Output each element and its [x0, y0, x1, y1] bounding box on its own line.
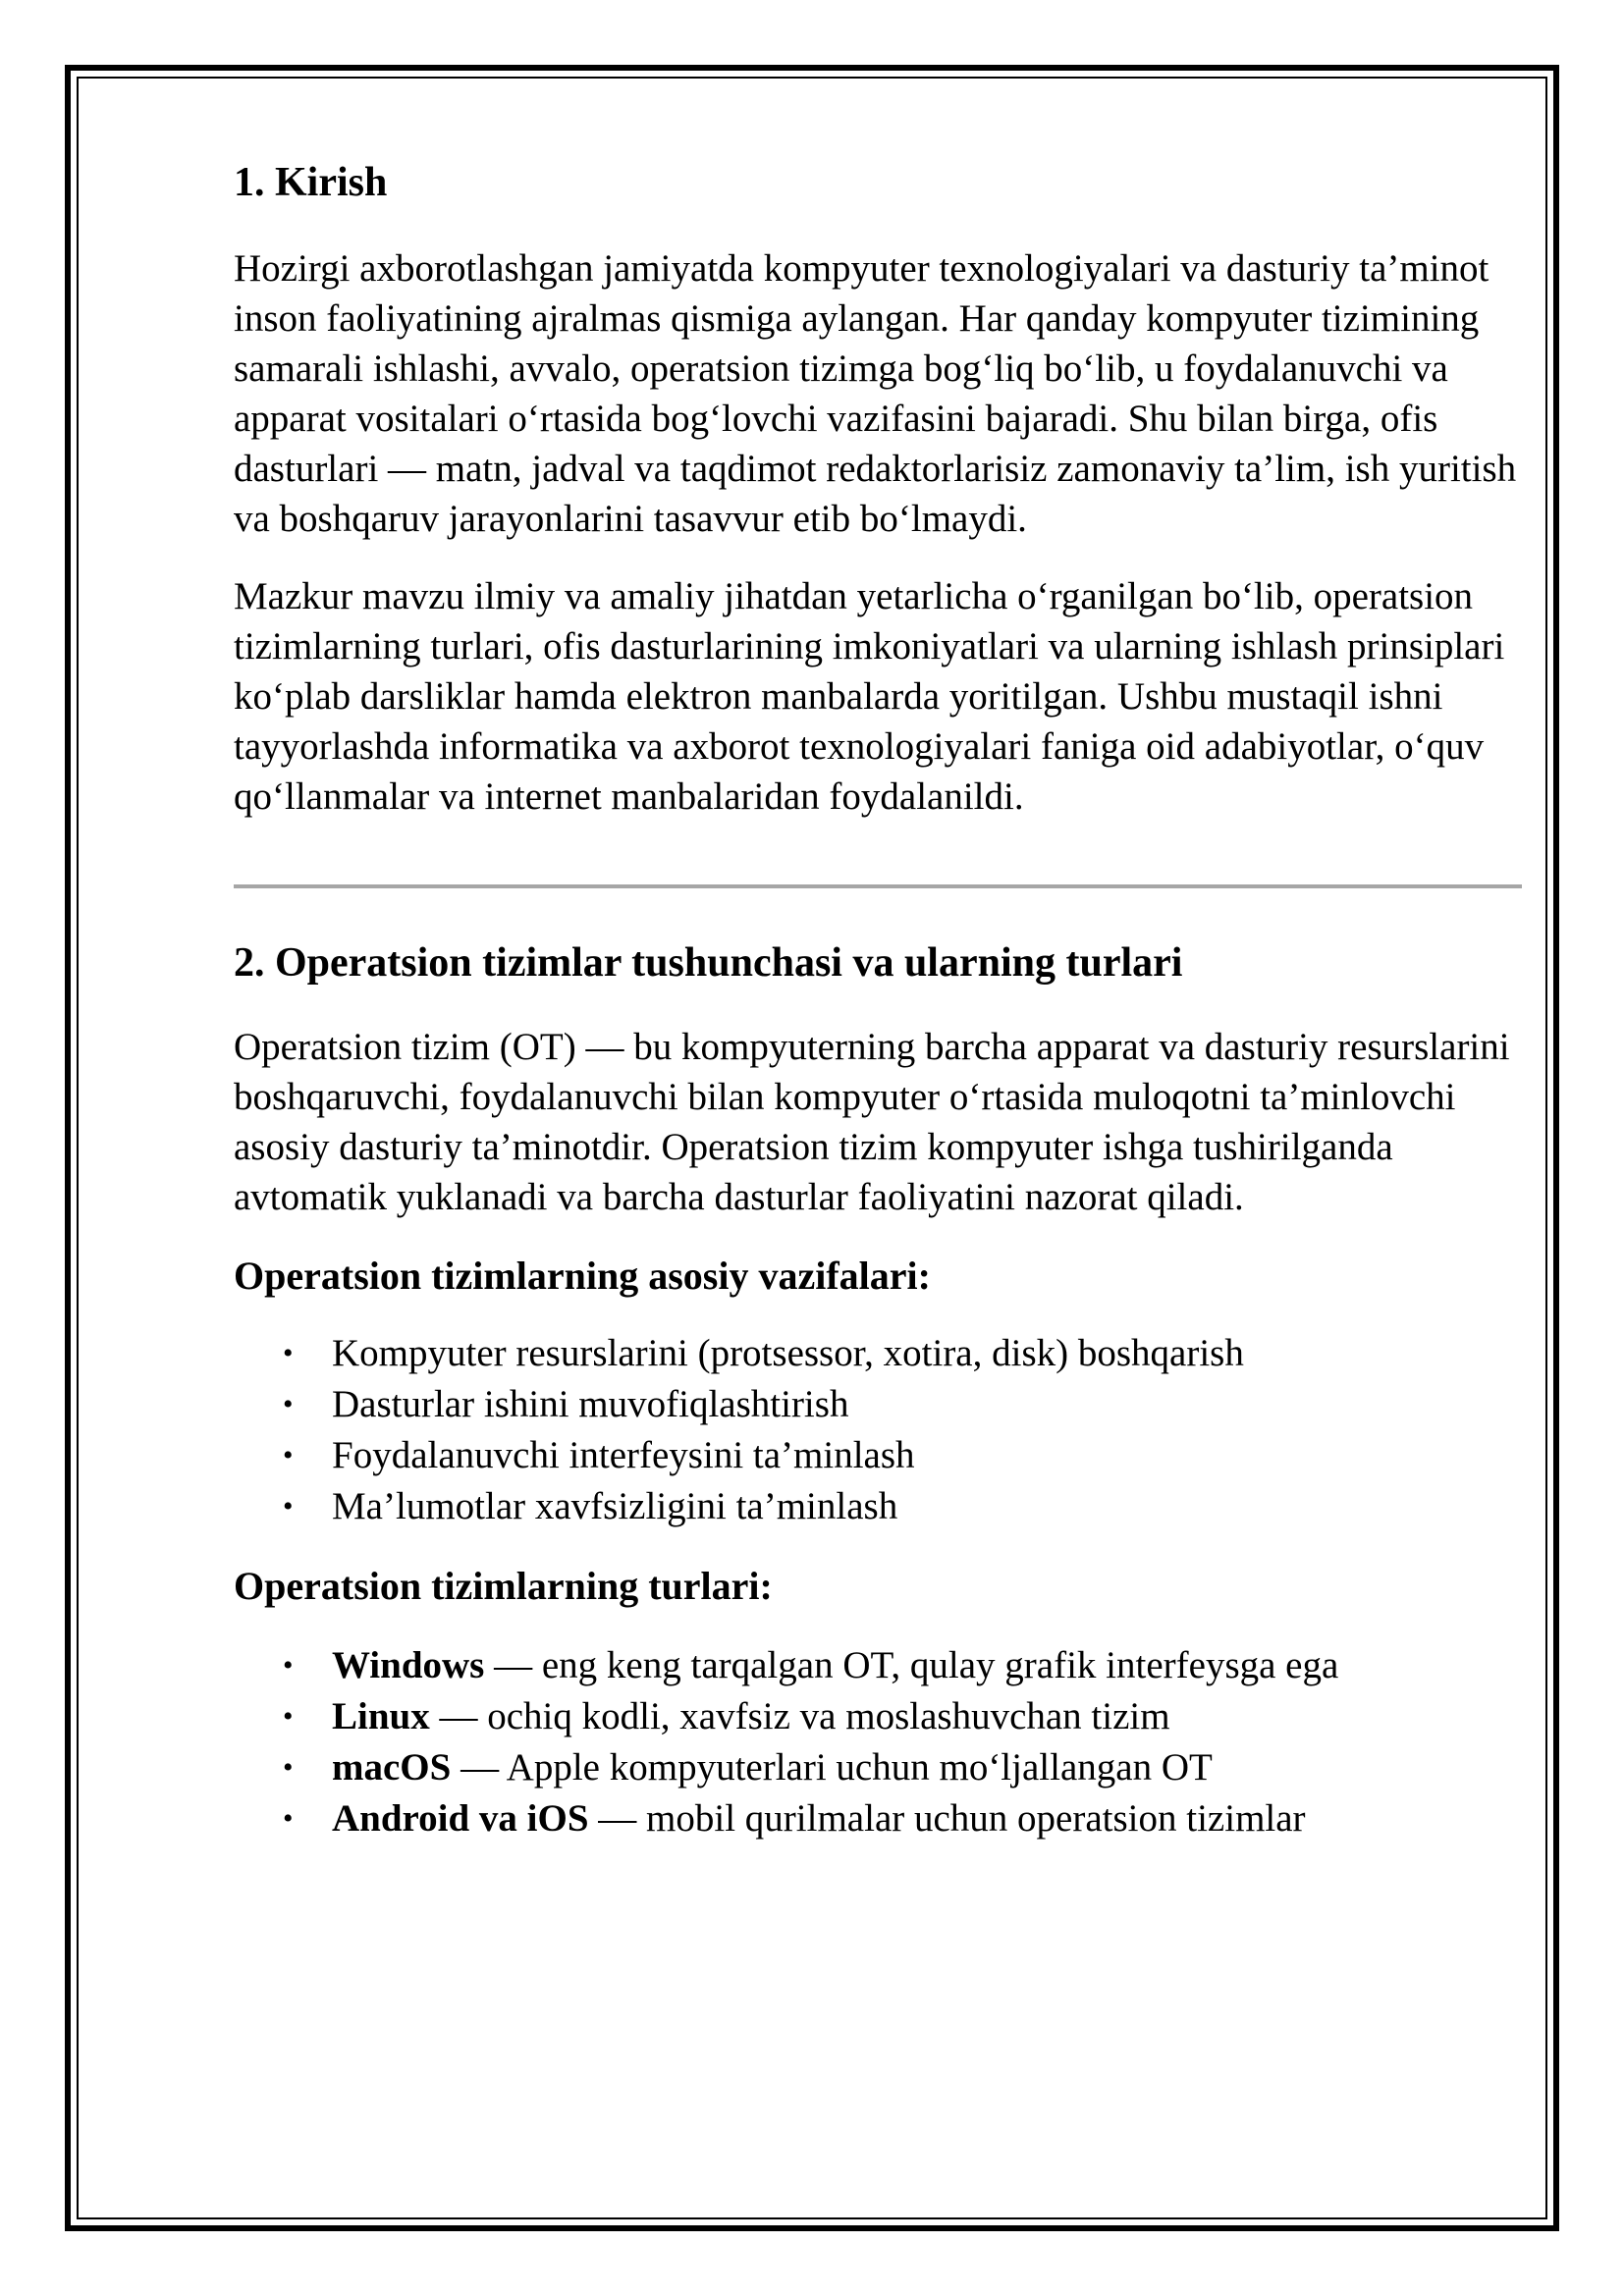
os-name: Windows: [332, 1644, 485, 1686]
list-item: • Dasturlar ishini muvofiqlashtirish: [234, 1379, 1530, 1430]
os-description: — Apple kompyuterlari uchun mo‘ljallangan OT: [451, 1746, 1213, 1789]
section1-heading: 1. Kirish: [234, 160, 388, 205]
section2-intro-paragraph: Operatsion tizim (OT) — bu kompyuterning barcha apparat va dasturiy resurslarini boshqaruvchi, foydalanuvchi bilan kompyuter o‘rtasida muloqotni ta’minlovchi asosiy dasturiy ta’minotdir. Operatsion tizim kompyuter ishga tushirilganda avtomatik yuklanadi va barcha dasturlar faoliyatini nazorat qiladi.: [234, 1026, 1510, 1218]
list-item: • Ma’lumotlar xavfsizligini ta’minlash: [234, 1481, 1530, 1532]
list-item: • Kompyuter resurslarini (protsessor, xotira, disk) boshqarish: [234, 1328, 1530, 1379]
section2-heading: 2. Operatsion tizimlar tushunchasi va ularning turlari: [234, 940, 1183, 986]
os-description: — ochiq kodli, xavfsiz va moslashuvchan tizim: [429, 1695, 1170, 1737]
os-name: Android va iOS: [332, 1797, 589, 1840]
list-item: [234, 1691, 1530, 1742]
functions-list: [234, 1328, 1530, 1532]
list-item: • Foydalanuvchi interfeysini ta’minlash: [234, 1430, 1530, 1481]
list-item: [234, 1742, 1530, 1793]
types-heading: Operatsion tizimlarning turlari:: [234, 1564, 773, 1608]
os-name: macOS: [332, 1746, 452, 1789]
functions-heading: Operatsion tizimlarning asosiy vazifalari:: [234, 1254, 931, 1298]
section-divider: [234, 884, 1522, 888]
document-content: [234, 149, 1530, 1844]
os-description: — mobil qurilmalar uchun operatsion tizimlar: [588, 1797, 1306, 1840]
list-item: [234, 1640, 1530, 1691]
section1-paragraph-1: Hozirgi axborotlashgan jamiyatda kompyuter texnologiyalari va dasturiy ta’minot inson faoliyatining ajralmas qismiga aylangan. Har qanday kompyuter tizimining samarali ishlashi, avvalo, operatsion tizimga bog‘liq bo‘lib, u foydalanuvchi va apparat vositalari o‘rtasida bog‘lovchi vazifasini bajaradi. Shu bilan birga, ofis dasturlari — matn, jadval va taqdimot redaktorlarisiz zamonaviy ta’lim, ish yuritish va boshqaruv jarayonlarini tasavvur etib bo‘lmaydi.: [234, 247, 1517, 540]
types-list: [234, 1640, 1530, 1844]
os-description: — eng keng tarqalgan OT, qulay grafik interfeysga ega: [484, 1644, 1339, 1686]
list-item: [234, 1793, 1530, 1844]
section1-paragraph-2: Mazkur mavzu ilmiy va amaliy jihatdan yetarlicha o‘rganilgan bo‘lib, operatsion tizimlarning turlari, ofis dasturlarining imkoniyatlari va ularning ishlash prinsiplari ko‘plab darsliklar hamda elektron manbalarda yoritilgan. Ushbu mustaqil ishni tayyorlashda informatika va axborot texnologiyalari faniga oid adabiyotlar, o‘quv qo‘llanmalar va internet manbalaridan foydalanildi.: [234, 575, 1505, 818]
os-name: Linux: [332, 1695, 430, 1737]
